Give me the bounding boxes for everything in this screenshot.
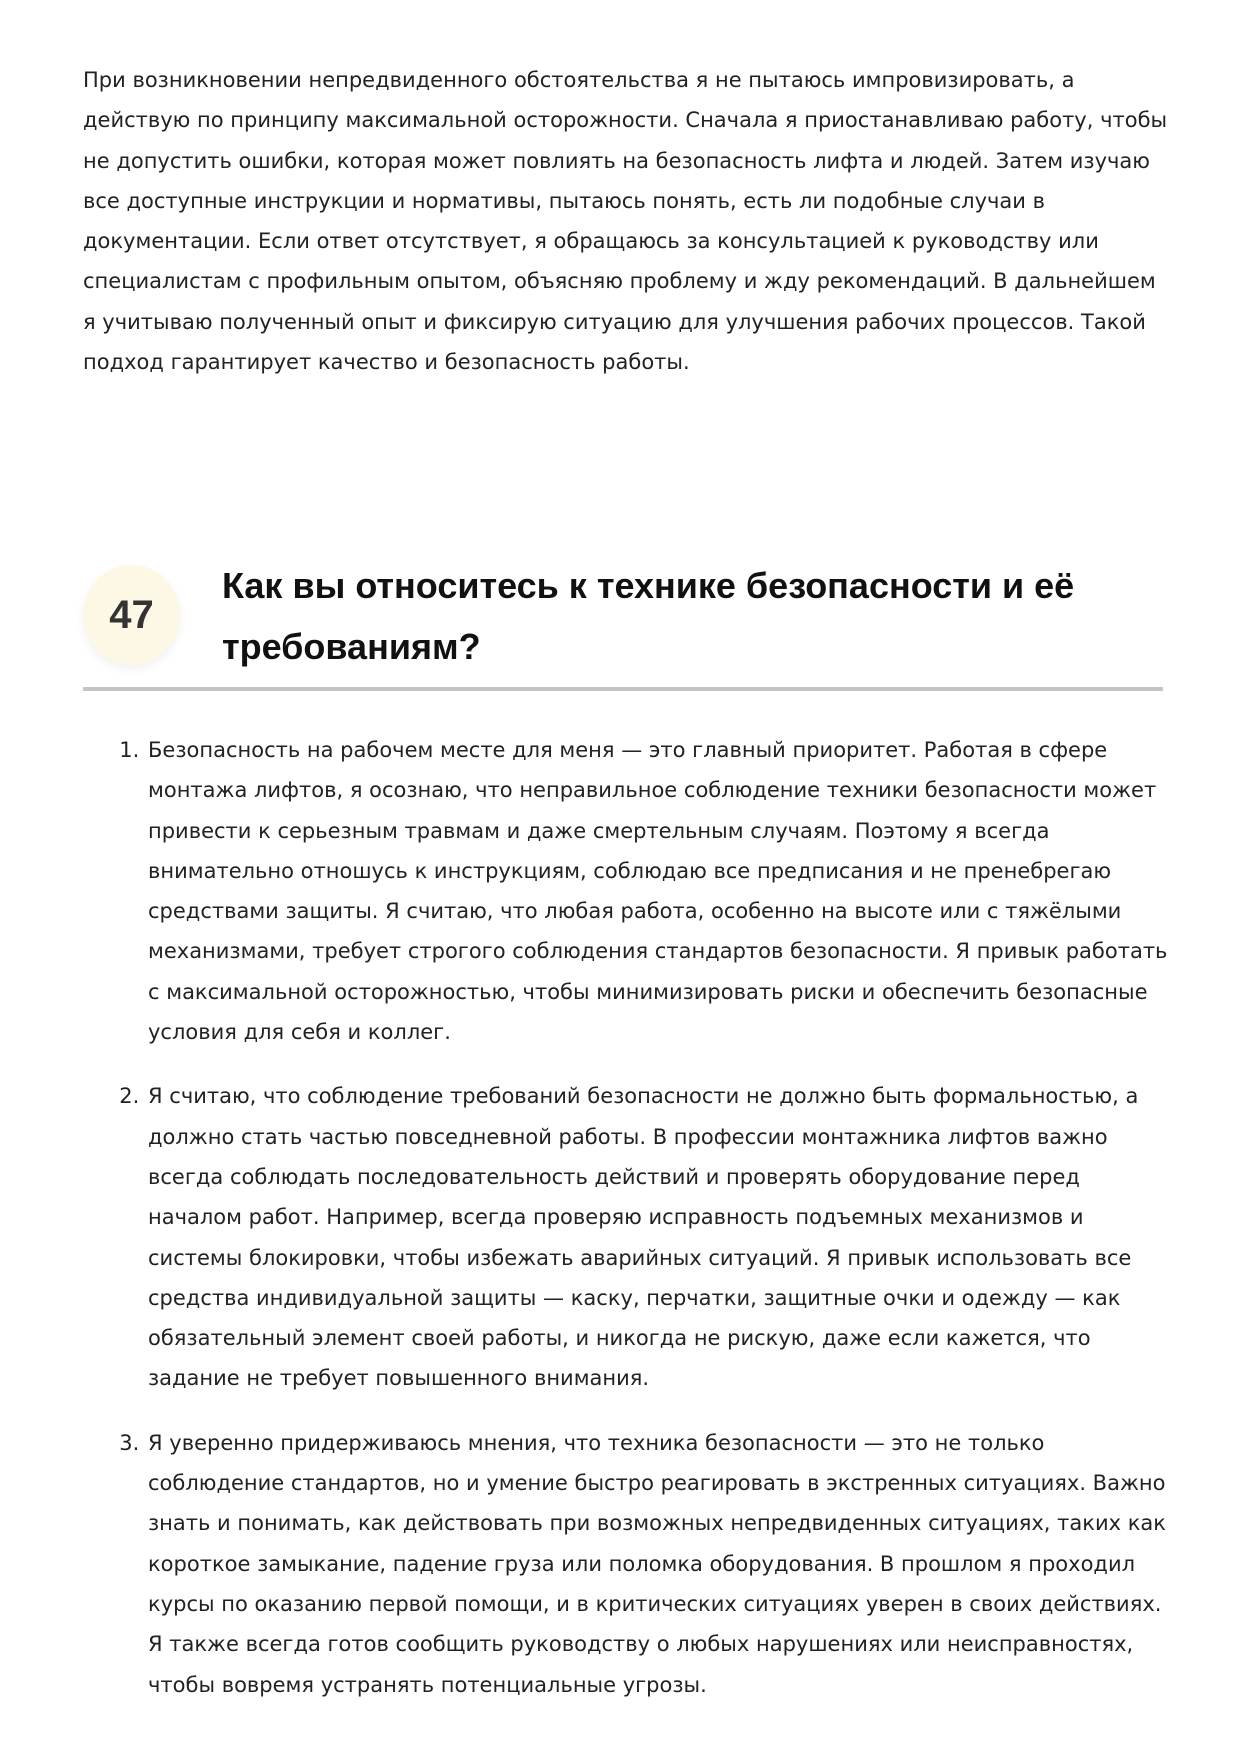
- answer-list: [83, 730, 1168, 1729]
- question-title: Как вы относитесь к технике безопасности и её требованиям?: [222, 565, 1075, 667]
- intro-paragraph: При возникновении непредвиденного обстоятельства я не пытаюсь импровизировать, а действую по принципу максимальной осторожности. Сначала я приостанавливаю работу, чтобы не допустить ошибки, которая может повлиять на безопасность лифта и людей. Затем изучаю все доступные инструкции и нормативы, пытаюсь понять, есть ли подобные случаи в документации. Если ответ отсутствует, я обращаюсь за консультацией к руководству или специалистам с профильным опытом, объясняю проблему и жду рекомендаций. В дальнейшем я учитываю полученный опыт и фиксирую ситуацию для улучшения рабочих процессов. Такой подход гарантирует качество и безопасность работы.: [83, 68, 1168, 375]
- question-header: [83, 555, 1163, 691]
- question-number-badge: 47: [83, 565, 180, 665]
- answer-item: 1. Безопасность на рабочем месте для меня — это главный приоритет. Работая в сфере монтажа лифтов, я осознаю, что неправильное соблюдение техники безопасности может привести к серьезным травмам и даже смертельным случаям. Поэтому я всегда внимательно отношусь к инструкциям, соблюдаю все предписания и не пренебрегаю средствами защиты. Я считаю, что любая работа, особенно на высоте или с тяжёлыми механизмами, требует строгого соблюдения стандартов безопасности. Я привык работать с максимальной осторожностью, чтобы минимизировать риски и обеспечить безопасные условия для себя и коллег.: [146, 730, 1168, 1052]
- answer-item: 2. Я считаю, что соблюдение требований безопасности не должно быть формальностью, а должно стать частью повседневной работы. В профессии монтажника лифтов важно всегда соблюдать последовательность действий и проверять оборудование перед началом работ. Например, всегда проверяю исправность подъемных механизмов и системы блокировки, чтобы избежать аварийных ситуаций. Я привык использовать все средства индивидуальной защиты — каску, перчатки, защитные очки и одежду — как обязательный элемент своей работы, и никогда не рискую, даже если кажется, что задание не требует повышенного внимания.: [146, 1076, 1168, 1398]
- answer-item: 3. Я уверенно придерживаюсь мнения, что техника безопасности — это не только соблюдение стандартов, но и умение быстро реагировать в экстренных ситуациях. Важно знать и понимать, как действовать при возможных непредвиденных ситуациях, таких как короткое замыкание, падение груза или поломка оборудования. В прошлом я проходил курсы по оказанию первой помощи, и в критических ситуациях уверен в своих действиях. Я также всегда готов сообщить руководству о любых нарушениях или неисправностях, чтобы вовремя устранять потенциальные угрозы.: [146, 1423, 1168, 1705]
